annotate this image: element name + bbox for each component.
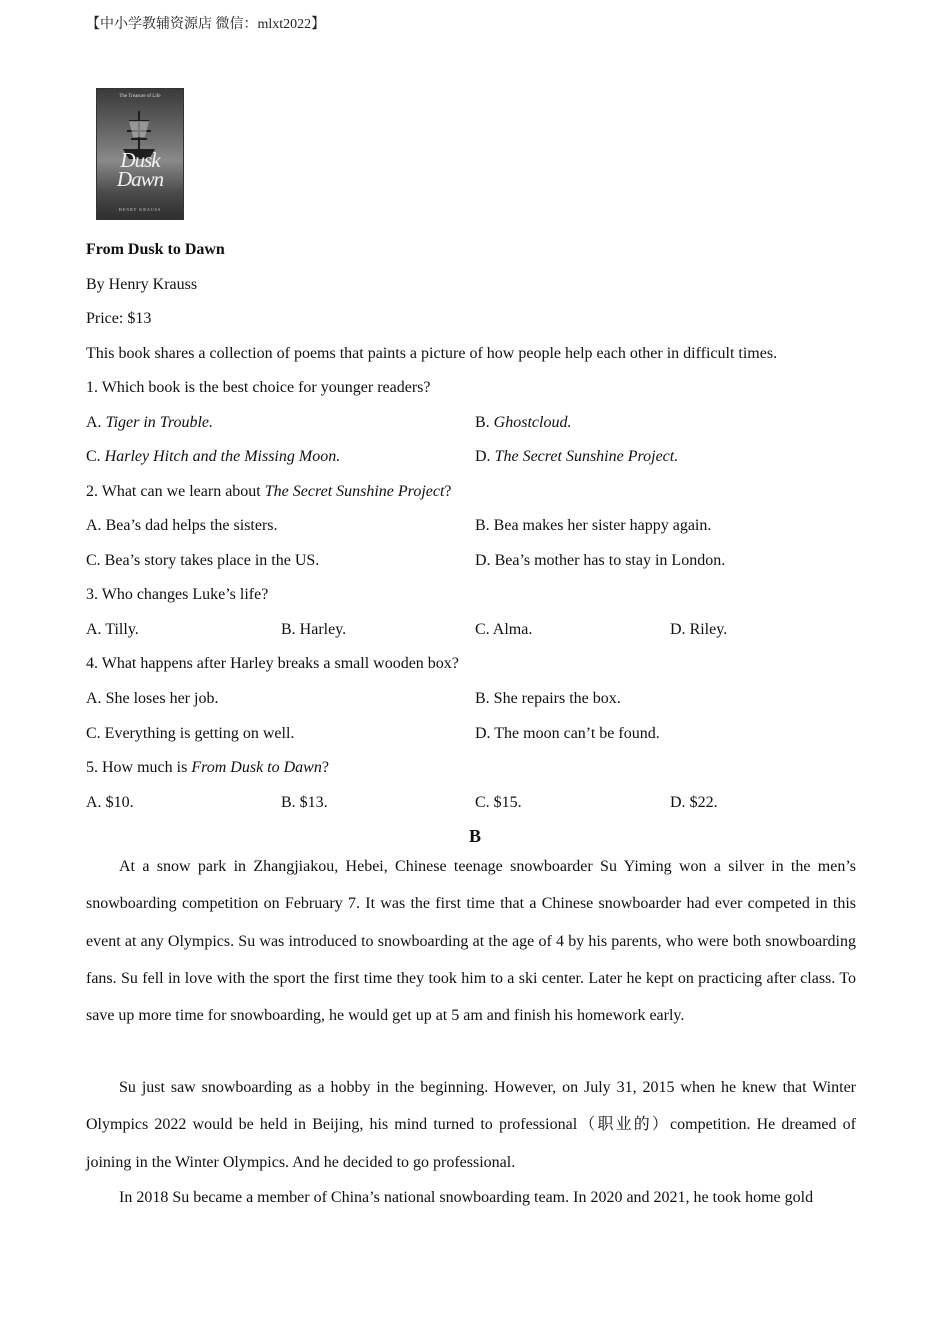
option-text: Harley.: [299, 621, 347, 638]
q2-option-a: [86, 517, 278, 535]
q4-option-c: [86, 725, 294, 743]
q4-option-d: [475, 725, 660, 743]
option-letter: B.: [475, 517, 494, 534]
question-text: 4. What happens after Harley breaks a small wooden box?: [86, 655, 459, 672]
option-letter: D.: [670, 621, 690, 638]
option-text: $22.: [689, 794, 718, 811]
option-text: Bea makes her sister happy again.: [493, 517, 712, 534]
option-text: Riley.: [689, 621, 728, 638]
option-letter: A.: [86, 690, 106, 707]
question-5-stem: [86, 759, 329, 777]
book-cover-image: [96, 88, 184, 220]
question-2-stem: [86, 483, 452, 501]
option-letter: A.: [86, 621, 106, 638]
question-punct: ?: [321, 759, 329, 776]
q1-option-b: [475, 414, 571, 432]
passage-paragraph-1: At a snow park in Zhangjiakou, Hebei, Chinese teenage snowboarder Su Yiming won a silver in the men’s snowboarding competition on February 7. It was the first time that a Chinese snowboarder had ever competed in this event at any Olympics. Su was introduced to snowboarding at the age of 4 by his parents, who were both snowboarding fans. Su fell in love with the sport the first time they took him to a ski center. Later he kept on practicing after class. To save up more time for snowboarding, he would get up at 5 am and finish his homework early.: [86, 858, 856, 1025]
option-text: Tilly.: [105, 621, 139, 638]
question-4-stem: [86, 655, 459, 673]
option-text: She repairs the box.: [493, 690, 621, 707]
cover-title-text: [97, 148, 183, 191]
option-text: Tiger in Trouble.: [105, 414, 213, 431]
q2-option-c: [86, 552, 319, 570]
option-text: Everything is getting on well.: [104, 725, 295, 742]
option-text: $13.: [299, 794, 328, 811]
question-punct: ?: [444, 483, 452, 500]
option-letter: C.: [86, 552, 105, 569]
option-letter: B.: [475, 690, 494, 707]
cover-title-line2: Dawn: [116, 167, 164, 191]
option-text: Ghostcloud.: [493, 414, 572, 431]
option-letter: C.: [86, 725, 105, 742]
option-letter: C.: [475, 621, 493, 638]
option-letter: C.: [86, 448, 105, 465]
page-header: 【中小学教辅资源店 微信：mlxt2022】: [86, 17, 326, 32]
q5-option-a: [86, 794, 134, 812]
question-text: 3. Who changes Luke’s life?: [86, 586, 269, 603]
q3-option-d: [670, 621, 727, 639]
option-text: Harley Hitch and the Missing Moon.: [104, 448, 341, 465]
question-1-stem: [86, 379, 430, 397]
option-letter: B.: [281, 794, 300, 811]
passage-paragraph-3: In 2018 Su became a member of China’s national snowboarding team. In 2020 and 2021, he took home gold: [119, 1189, 814, 1206]
q2-option-b: [475, 517, 711, 535]
q2-option-d: [475, 552, 725, 570]
q3-option-b: [281, 621, 346, 639]
option-text: The moon can’t be found.: [494, 725, 660, 742]
q3-option-a: [86, 621, 139, 639]
option-letter: B.: [475, 414, 494, 431]
section-heading: B: [468, 826, 481, 846]
q5-option-c: [475, 794, 522, 812]
question-text: 1. Which book is the best choice for younger readers?: [86, 379, 431, 396]
option-text: Bea’s mother has to stay in London.: [494, 552, 726, 569]
book-description: This book shares a collection of poems that paints a picture of how people help each other in difficult times.: [86, 345, 778, 362]
option-letter: A.: [86, 794, 106, 811]
book-price: Price: $13: [86, 310, 152, 327]
q4-option-a: [86, 690, 218, 708]
question-italic-title: The Secret Sunshine Project: [264, 483, 445, 500]
question-italic-title: From Dusk to Dawn: [191, 759, 322, 776]
cover-series-text: The Treasure of Life: [119, 94, 161, 99]
option-letter: B.: [281, 621, 300, 638]
q5-option-b: [281, 794, 328, 812]
option-letter: A.: [86, 414, 106, 431]
cover-title-line1: Dusk: [120, 148, 160, 172]
option-letter: C.: [475, 794, 494, 811]
option-text: The Secret Sunshine Project.: [494, 448, 679, 465]
option-letter: D.: [475, 552, 495, 569]
question-3-stem: [86, 586, 268, 604]
question-text: 2. What can we learn about: [86, 483, 265, 500]
option-text: $15.: [493, 794, 522, 811]
q4-option-b: [475, 690, 621, 708]
option-text: $10.: [105, 794, 134, 811]
q1-option-c: [86, 448, 340, 466]
q5-option-d: [670, 794, 718, 812]
option-text: Bea’s story takes place in the US.: [104, 552, 320, 569]
option-letter: D.: [475, 448, 495, 465]
option-text: Bea’s dad helps the sisters.: [105, 517, 278, 534]
book-title: From Dusk to Dawn: [86, 241, 225, 258]
book-author: By Henry Krauss: [86, 276, 198, 293]
question-text: 5. How much is: [86, 759, 192, 776]
option-letter: D.: [475, 725, 495, 742]
option-letter: D.: [670, 794, 690, 811]
q3-option-c: [475, 621, 532, 639]
passage-paragraph-2: Su just saw snowboarding as a hobby in the beginning. However, on July 31, 2015 when he knew that Winter Olympics 2022 would be held in Beijing, his mind turned to professional（职业的）competition. He dreamed of joining in the Winter Olympics. And he decided to go professional.: [86, 1079, 856, 1171]
option-text: She loses her job.: [105, 690, 219, 707]
q1-option-a: [86, 414, 213, 432]
cover-author-text: HENRY KRAUSS: [118, 207, 162, 212]
q1-option-d: [475, 448, 678, 466]
option-letter: A.: [86, 517, 106, 534]
option-text: Alma.: [492, 621, 533, 638]
